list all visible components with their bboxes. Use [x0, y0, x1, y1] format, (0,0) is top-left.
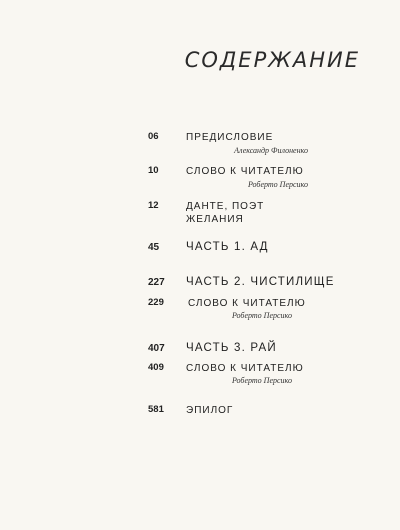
page-number: 409 — [148, 362, 164, 373]
section-author: Роберто Персико — [247, 180, 308, 189]
page-number: 10 — [148, 165, 159, 176]
section-name: ДАНТЕ, ПОЭТ ЖЕЛАНИЯ — [186, 201, 265, 225]
page-number: 227 — [148, 277, 165, 288]
section-author: Роберто Персико — [231, 376, 292, 385]
section-name: СЛОВО К ЧИТАТЕЛЮ — [186, 166, 304, 177]
section-author: Александр Филоненко — [234, 146, 308, 155]
page-number: 407 — [148, 343, 165, 354]
section-name: СЛОВО К ЧИТАТЕЛЮ — [188, 298, 306, 309]
page-number: 581 — [148, 404, 164, 415]
page-number: 229 — [148, 297, 164, 308]
page-number: 45 — [148, 242, 160, 253]
section-name: ПРЕДИСЛОВИЕ — [186, 132, 274, 143]
page-number: 06 — [148, 131, 159, 142]
section-name: ЧАСТЬ 3. РАЙ — [186, 342, 277, 354]
section-author: Роберто Персико — [231, 311, 292, 320]
section-name: ЭПИЛОГ — [186, 405, 234, 416]
section-name: ЧАСТЬ 2. ЧИСТИЛИЩЕ — [186, 276, 335, 288]
page-title: СОДЕРЖАНИЕ — [184, 48, 360, 72]
section-name: СЛОВО К ЧИТАТЕЛЮ — [186, 363, 304, 374]
section-name: ЧАСТЬ 1. АД — [186, 241, 269, 253]
page-number: 12 — [148, 200, 159, 211]
